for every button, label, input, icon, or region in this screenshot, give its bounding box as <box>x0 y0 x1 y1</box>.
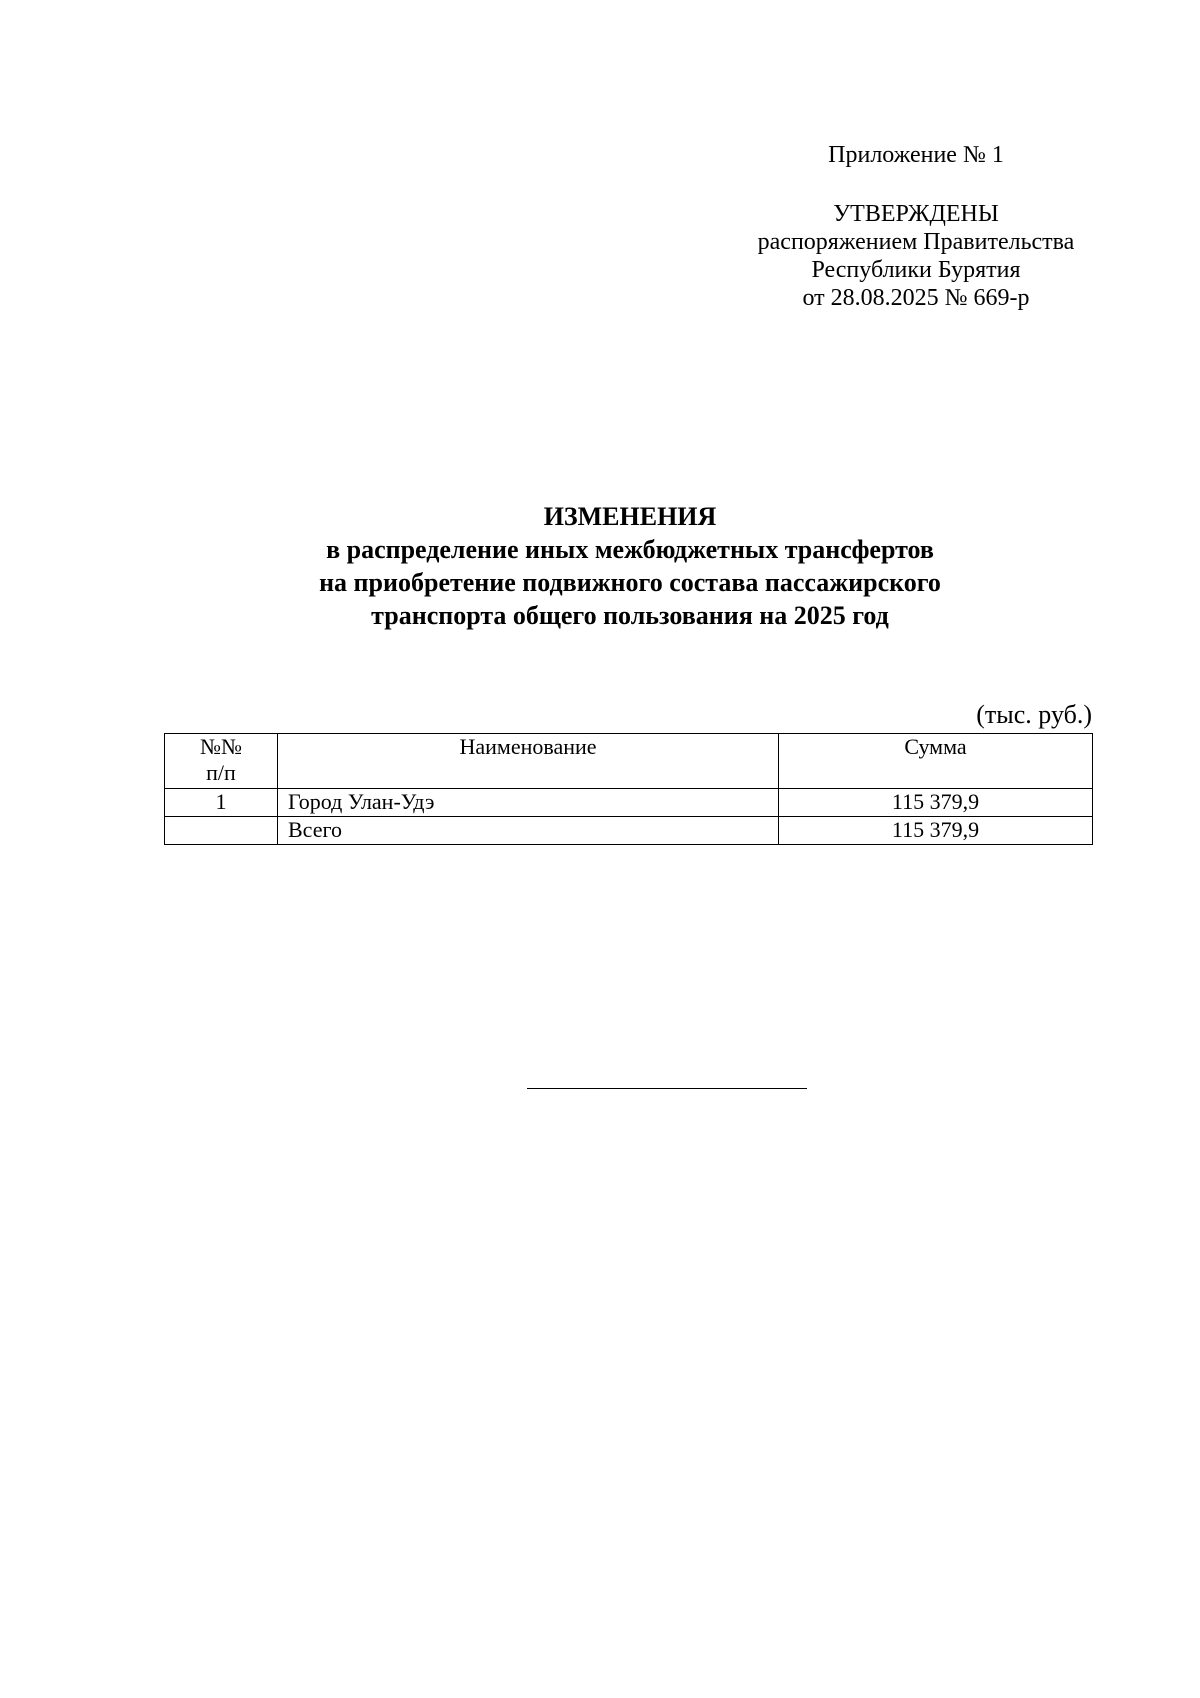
approved-label: УТВЕРЖДЕНЫ <box>833 201 999 227</box>
units-label: (тыс. руб.) <box>976 700 1092 729</box>
header-number-line2: п/п <box>206 760 236 785</box>
closing-rule-line <box>527 1088 807 1089</box>
table-row <box>165 789 1093 817</box>
row-sum: 115 379,9 <box>779 789 1093 817</box>
header-name: Наименование <box>278 734 779 789</box>
row-sum: 115 379,9 <box>779 817 1093 845</box>
approved-by-line1: распоряжением Правительства <box>757 229 1075 255</box>
title-line-2: в распределение иных межбюджетных трансфертов <box>326 535 934 564</box>
approved-date: от 28.08.2025 № 669-р <box>802 285 1030 311</box>
table-row-total <box>165 817 1093 845</box>
approval-block <box>700 200 1132 312</box>
document-title <box>160 500 1100 632</box>
row-name: Город Улан-Удэ <box>278 789 779 817</box>
header-number <box>165 734 278 789</box>
header-number-line1: №№ <box>200 734 242 759</box>
title-line-4: транспорта общего пользования на 2025 год <box>371 601 889 630</box>
table-header-row <box>165 734 1093 789</box>
transfers-table <box>164 733 1093 845</box>
row-number: 1 <box>165 789 278 817</box>
appendix-label <box>700 140 1132 170</box>
title-line-3: на приобретение подвижного состава пассажирского <box>319 568 941 597</box>
header-sum: Сумма <box>779 734 1093 789</box>
title-line-1: ИЗМЕНЕНИЯ <box>543 502 717 531</box>
row-number <box>165 817 278 845</box>
row-name: Всего <box>278 817 779 845</box>
approved-by-line2: Республики Бурятия <box>811 257 1021 283</box>
appendix-text: Приложение № 1 <box>828 142 1004 168</box>
